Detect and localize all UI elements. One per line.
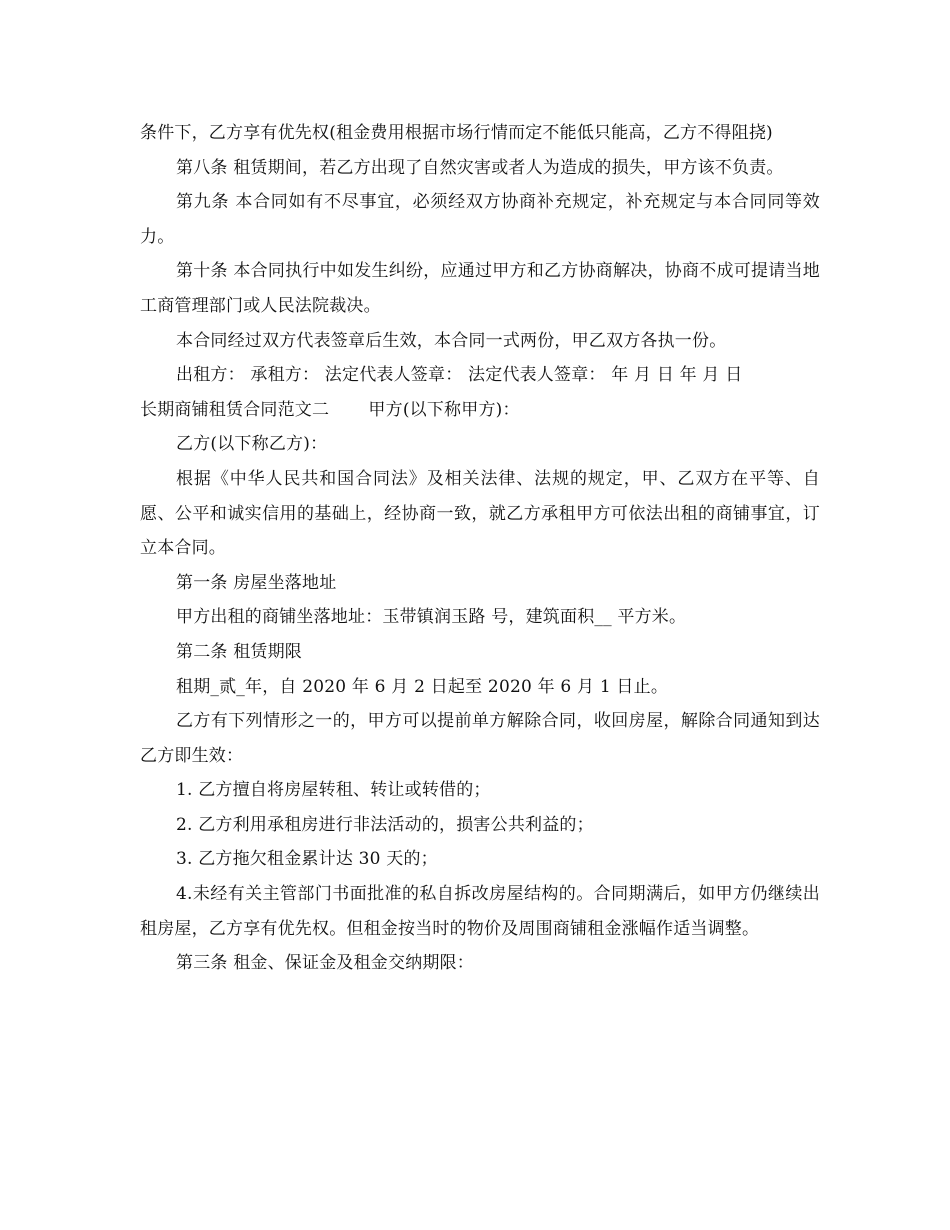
paragraph-lease-term: 租期_贰_年，自 2020 年 6 月 2 日起至 2020 年 6 月 1 日止。	[176, 676, 669, 697]
heading-article-2: 第二条 租赁期限	[176, 641, 303, 662]
list-item-4: 4.未经有关主管部门书面批准的私自拆改房屋结构的。合同期满后，如甲方仍继续出租房屋，乙方享有优先权。但租金按当时的物价及周围商铺租金涨幅作适当调整。	[140, 884, 820, 939]
list-item-2: 2. 乙方利用承租房进行非法活动的，损害公共利益的；	[176, 814, 594, 835]
list-item-1: 1. 乙方擅自将房屋转租、转让或转借的；	[176, 780, 491, 801]
paragraph-article-9: 第九条 本合同如有不尽事宜，必须经双方协商补充规定，补充规定与本合同同等效力。	[140, 192, 820, 247]
heading-article-3: 第三条 租金、保证金及租金交纳期限：	[176, 953, 475, 974]
paragraph-termination: 乙方有下列情形之一的，甲方可以提前单方解除合同，收回房屋，解除合同通知到达乙方即生效：	[140, 711, 820, 766]
paragraph-article-8: 第八条 租赁期间，若乙方出现了自然灾害或者人为造成的损失，甲方该不负责。	[176, 157, 784, 178]
paragraph-article-10: 第十条 本合同执行中如发生纠纷，应通过甲方和乙方协商解决，协商不成可提请当地工商管理部门或人民法院裁决。	[140, 261, 820, 316]
document-body	[140, 116, 820, 981]
paragraph-signatures: 出租方： 承租方： 法定代表人签章： 法定代表人签章： 年 月 日 年 月 日	[176, 365, 743, 386]
paragraph-address: 甲方出租的商铺坐落地址：玉带镇润玉路 号，建筑面积__ 平方米。	[176, 607, 687, 628]
section-title-second-contract: 长期商铺租赁合同范文二 甲方(以下称甲方)：	[140, 399, 520, 420]
paragraph-continuation: 条件下，乙方享有优先权(租金费用根据市场行情而定不能低只能高，乙方不得阻挠)	[140, 123, 773, 143]
paragraph-effective-clause: 本合同经过双方代表签章后生效，本合同一式两份，甲乙双方各执一份。	[176, 330, 727, 351]
paragraph-party-b: 乙方(以下称乙方)：	[176, 434, 328, 455]
list-item-3: 3. 乙方拖欠租金累计达 30 天的；	[176, 849, 438, 870]
paragraph-legal-basis: 根据《中华人民共和国合同法》及相关法律、法规的规定，甲、乙双方在平等、自愿、公平和诚实信用的基础上，经协商一致，就乙方承租甲方可依法出租的商铺事宜，订立本合同。	[140, 468, 820, 559]
heading-article-1: 第一条 房屋坐落地址	[176, 572, 337, 593]
